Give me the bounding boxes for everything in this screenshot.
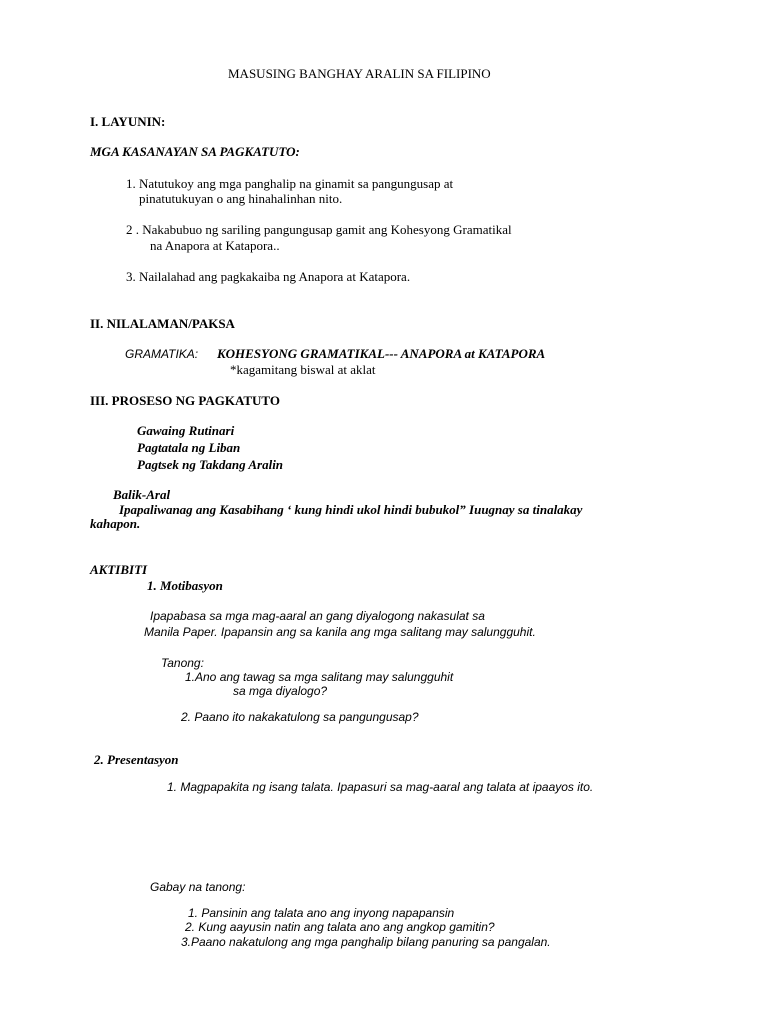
section-heading-nilalaman: II. NILALAMAN/PAKSA bbox=[90, 316, 235, 331]
gramatika-topic: KOHESYONG GRAMATIKAL--- ANAPORA at KATAPORA bbox=[217, 346, 546, 361]
balik-aral-line1: Ipapaliwanag ang Kasabihang ‘ kung hindi ukol hindi bubukol” Iuugnay sa tinalakay bbox=[119, 502, 583, 517]
objective-1-line2: pinatutukuyan o ang hinahalinhan nito. bbox=[139, 191, 343, 206]
aktibiti-heading: AKTIBITI bbox=[90, 562, 148, 577]
routine-item-1: Gawaing Rutinari bbox=[137, 423, 235, 438]
gabay-question-3: 3.Paano nakatulong ang mga panghalip bilang panuring sa pangalan. bbox=[181, 935, 551, 949]
section-heading-proseso: III. PROSESO NG PAGKATUTO bbox=[90, 393, 280, 408]
tanong-label: Tanong: bbox=[161, 656, 204, 670]
balik-aral-heading: Balik-Aral bbox=[113, 487, 171, 502]
routine-item-3: Pagtsek ng Takdang Aralin bbox=[137, 457, 284, 472]
tanong-1-line2: sa mga diyalogo? bbox=[233, 684, 328, 698]
motibasyon-line1: Ipapabasa sa mga mag-aaral an gang diyalogong nakasulat sa bbox=[150, 609, 485, 623]
gramatika-label: GRAMATIKA: bbox=[125, 347, 199, 361]
tanong-1-line1: 1.Ano ang tawag sa mga salitang may salungguhit bbox=[185, 670, 454, 684]
gabay-label: Gabay na tanong: bbox=[150, 880, 246, 894]
objective-1-line1: 1. Natutukoy ang mga panghalip na ginamit sa pangungusap at bbox=[126, 176, 454, 191]
objective-2-line1: 2 . Nakabubuo ng sariling pangungusap gamit ang Kohesyong Gramatikal bbox=[126, 222, 512, 237]
gabay-question-2: 2. Kung aayusin natin ang talata ano ang angkop gamitin? bbox=[185, 920, 495, 934]
balik-aral-line2: kahapon. bbox=[90, 516, 141, 531]
objective-2-line2: na Anapora at Katapora.. bbox=[150, 238, 280, 253]
motibasyon-line2: Manila Paper. Ipapansin ang sa kanila ang mga salitang may salungguhit. bbox=[144, 625, 536, 639]
presentasyon-heading: 2. Presentasyon bbox=[94, 752, 179, 767]
motibasyon-heading: 1. Motibasyon bbox=[147, 578, 223, 593]
tanong-2: 2. Paano ito nakakatulong sa pangungusap? bbox=[181, 710, 419, 724]
objective-3: 3. Nailalahad ang pagkakaiba ng Anapora at Katapora. bbox=[126, 269, 411, 284]
gabay-question-1: 1. Pansinin ang talata ano ang inyong napapansin bbox=[188, 906, 455, 920]
routine-item-2: Pagtatala ng Liban bbox=[137, 440, 241, 455]
materials-note: *kagamitang biswal at aklat bbox=[230, 362, 376, 377]
presentasyon-item-1: 1. Magpapakita ng isang talata. Ipapasuri sa mag-aaral ang talata at ipaayos ito. bbox=[167, 780, 594, 794]
subheading-kasanayan: MGA KASANAYAN SA PAGKATUTO: bbox=[90, 144, 300, 159]
section-heading-layunin: I. LAYUNIN: bbox=[90, 114, 166, 129]
page-title: MASUSING BANGHAY ARALIN SA FILIPINO bbox=[228, 66, 491, 81]
